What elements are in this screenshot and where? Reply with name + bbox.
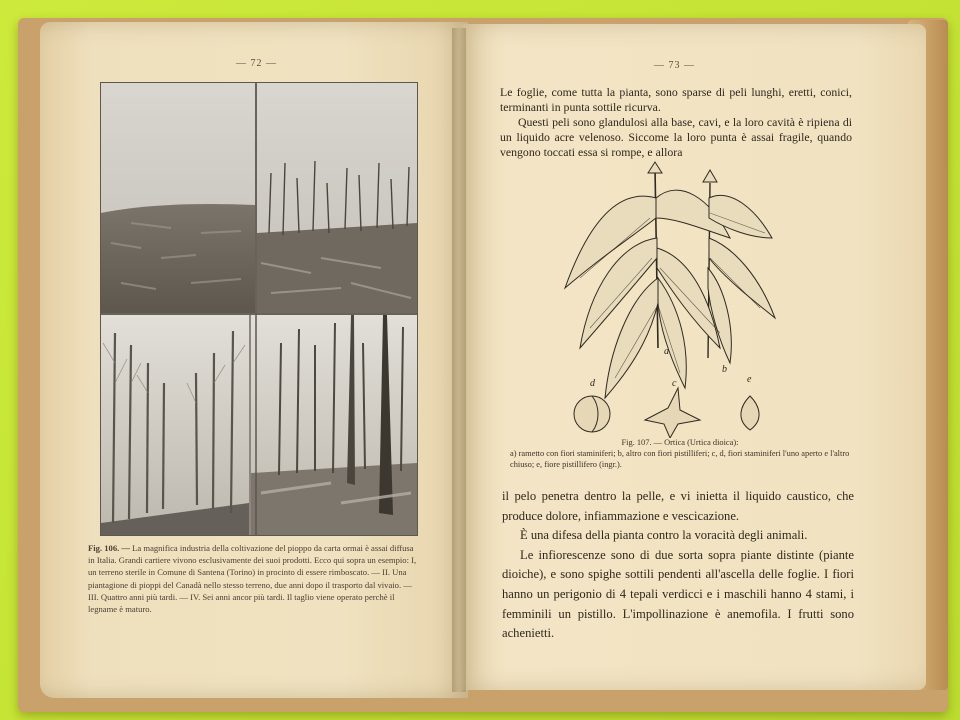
figure-label-a: a <box>664 346 669 357</box>
right-page-number: — 73 — <box>654 60 695 71</box>
paragraph: È una difesa della pianta contro la voracità degli animali. <box>520 528 808 543</box>
caption-text: La magnifica industria della coltivazione del pioppo da carta ormai è assai diffusa in Italia. Grandi cartiere vivono esclusivamente dei suoi prodotti. Ecco qui sopra un esempio: I, un terreno sterile in Comune di Santena (Torino) in procinto di essere rimboscato. — II. Una piantagione di pioppi del Canadà nello stesso terreno, due anni dopo il trasporto dal vivaio. — III. Quattro anni più tardi. — IV. Sei anni ancor più tardi. Il taglio viene operato perchè il legname è maturo. <box>88 543 417 615</box>
poplar-photo-image <box>101 83 417 535</box>
figure-label-c: c <box>672 378 677 389</box>
book-gutter <box>452 28 466 692</box>
figure-caption-text: a) rametto con fiori staminiferi; b, altro con fiori pistilliferi; c, d, fiori staminiferi l'uno aperto e l'altro chiuso; e, fiore pistillifero (ingr.). <box>510 449 850 469</box>
nettle-illustration <box>560 158 780 438</box>
paragraph: Le foglie, come tutta la pianta, sono sparse di peli lunghi, eretti, conici, terminanti in punta sottile ricurva. <box>500 85 852 114</box>
figure-label-e: e <box>747 374 752 385</box>
paragraph: Le infiorescenze sono di due sorta sopra piante distinte (piante dioiche), e sono spighe sottili pendenti all'ascella delle foglie. I fiori hanno un perigonio di 4 tepali verdicci e i maschili hanno 4 stami, i femminili un pistillo. L'impollinazione è anemofila. I frutti sono achenietti. <box>502 547 854 641</box>
figure-label-d: d <box>590 378 595 389</box>
figure-106-caption <box>88 542 418 615</box>
left-page-number: — 72 — <box>236 58 277 69</box>
right-page-top-text <box>500 85 852 160</box>
figure-107-caption <box>510 437 850 470</box>
paragraph: il pelo penetra dentro la pelle, e vi inietta il liquido caustico, che produce dolore, infiammazione e vescicazione. <box>502 489 854 523</box>
paragraph: Questi peli sono glandulosi alla base, cavi, e la loro cavità è ripiena di un liquido acre velenoso. Siccome la loro punta è assai fragile, quando vengono toccati essa si rompe, e allora <box>500 115 852 159</box>
figure-caption-title: Fig. 107. — Ortica (Urtica dioica): <box>621 438 739 447</box>
poplar-photo-plate <box>100 82 418 536</box>
figure-label-b: b <box>722 364 727 375</box>
caption-lead: Fig. 106. — <box>88 543 131 553</box>
right-page-bottom-text <box>502 487 854 644</box>
